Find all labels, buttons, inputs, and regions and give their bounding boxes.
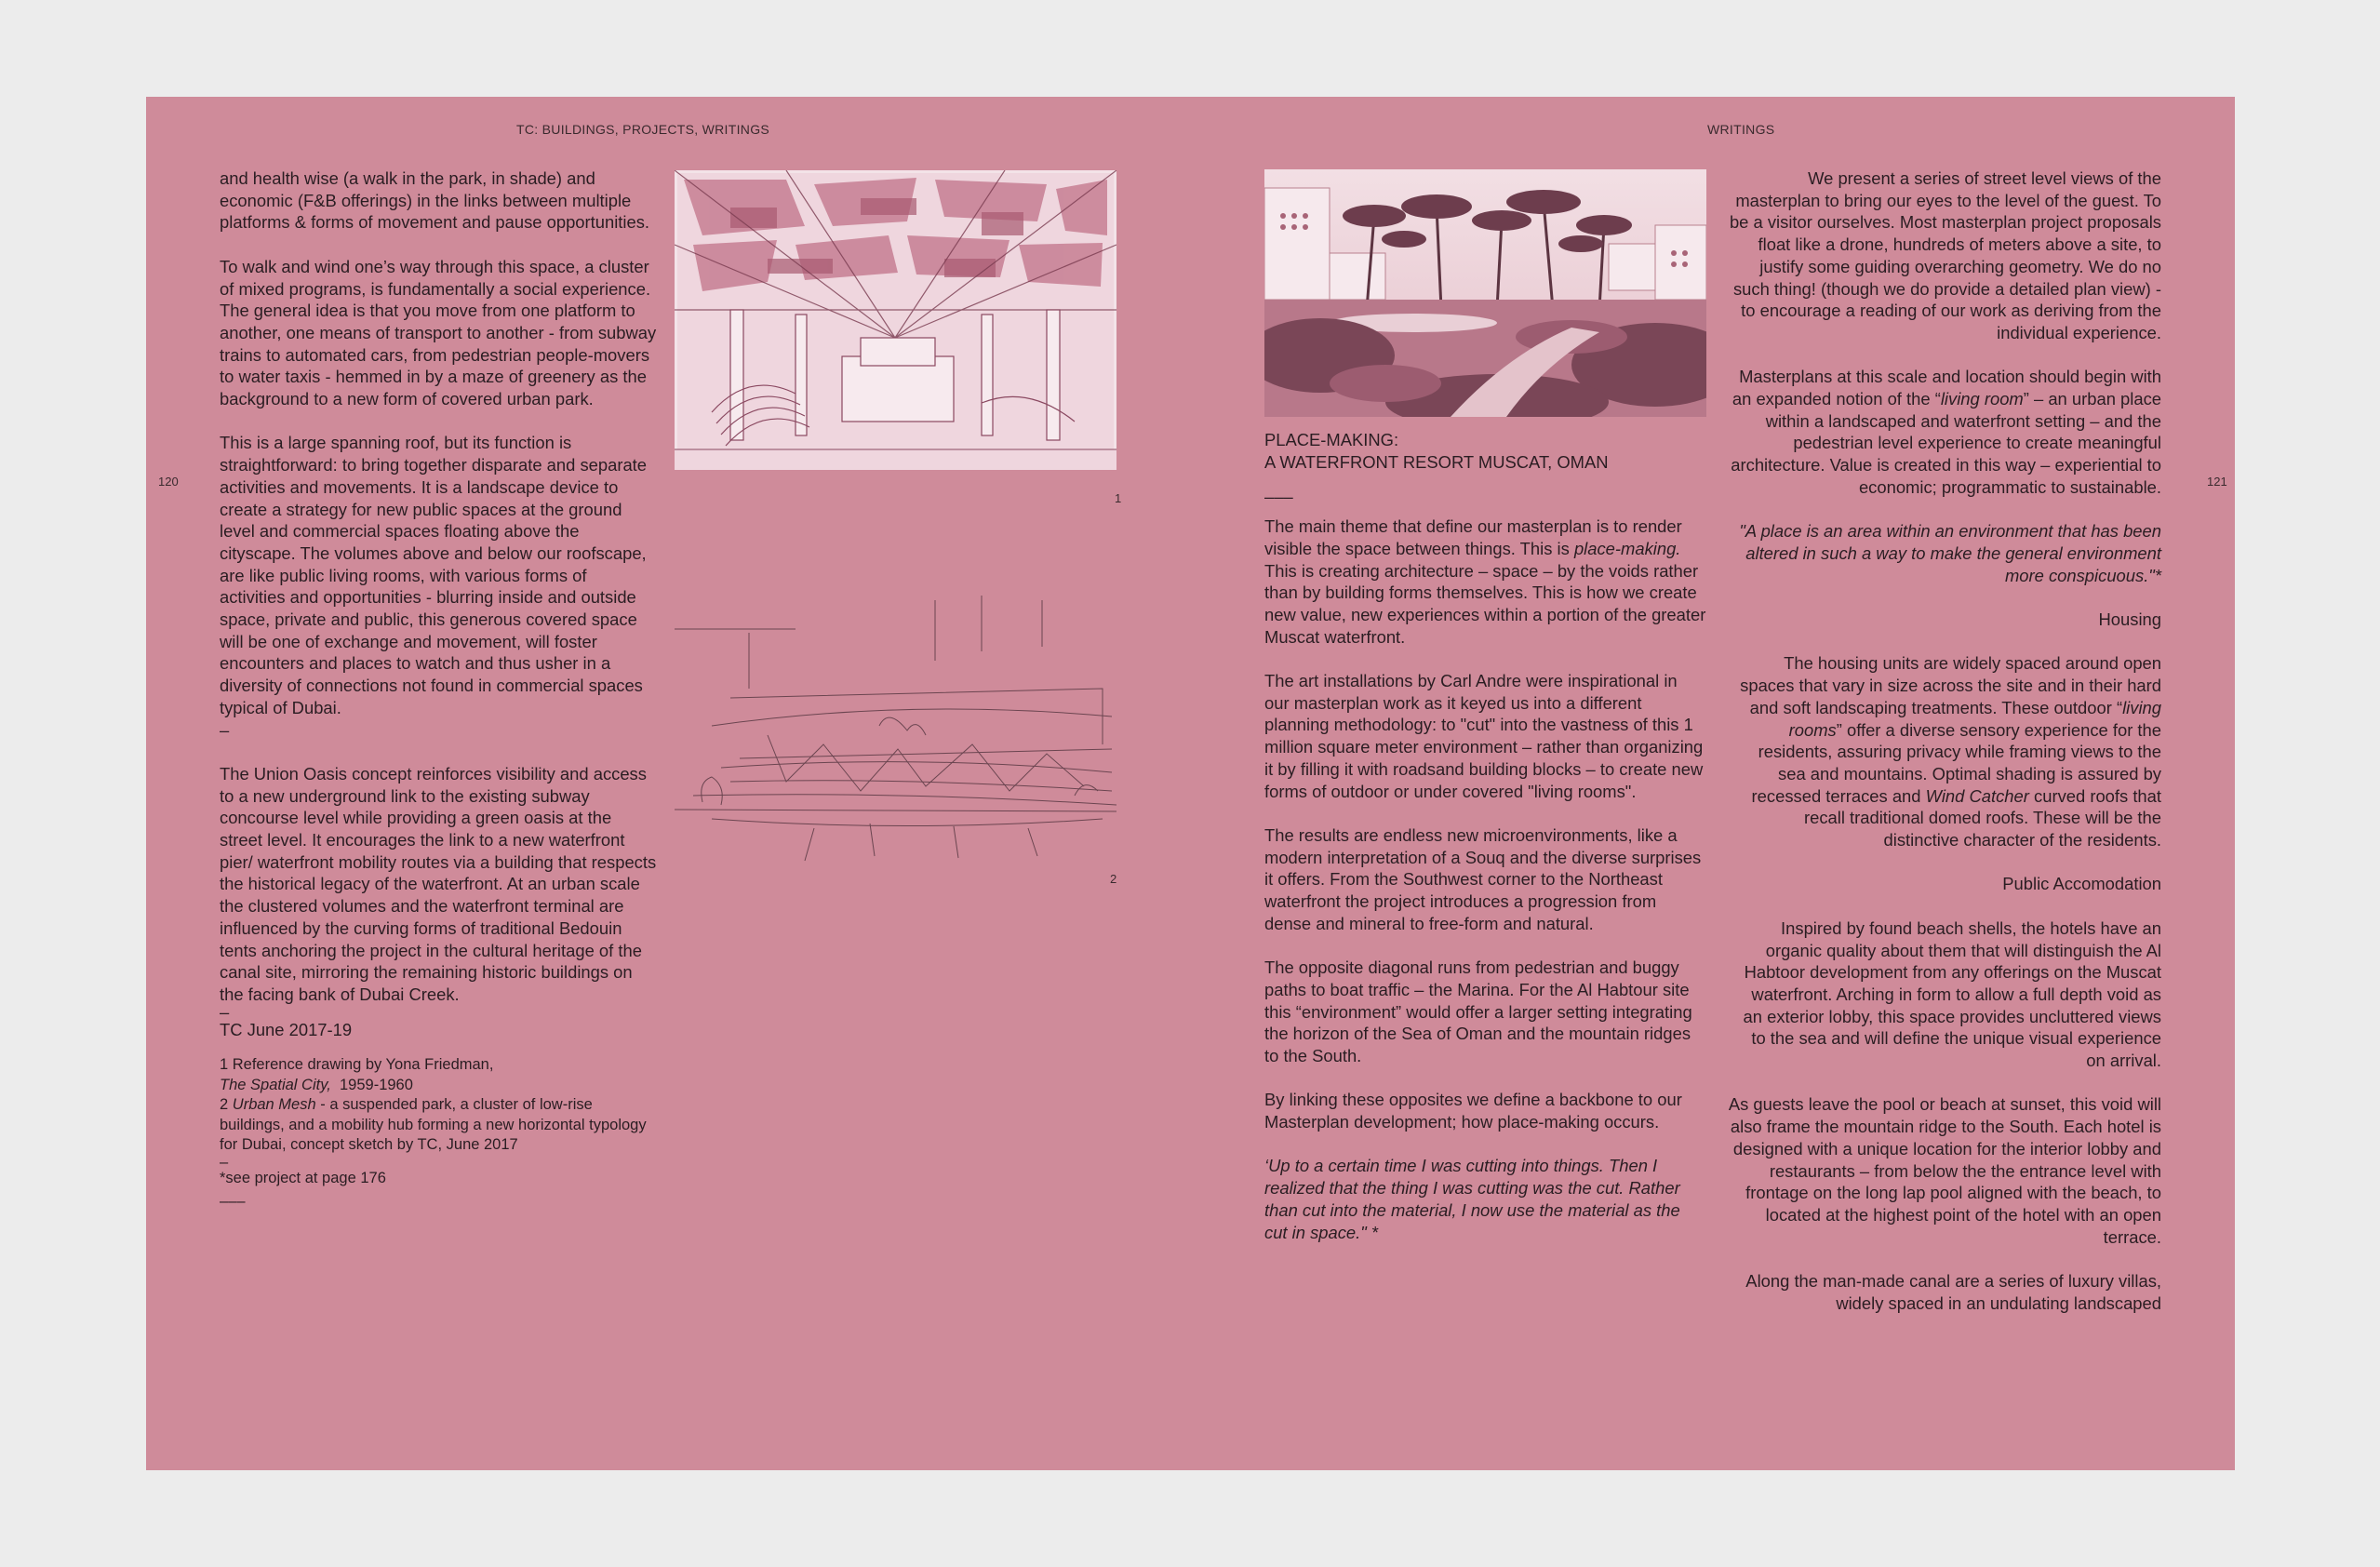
right-paragraph: Masterplans at this scale and location should begin with an expanded notion of the “living room” – an urban place within a landscaped and waterfront setting – and the pedestrian level experience to create meaningful architecture. Value is created in this way – experiential to economic; programmatic to sustainable. [1731,367,2161,497]
footnote-2: 2 Urban Mesh - a suspended park, a cluster of low-rise buildings, and a mobility hub forming a new horizontal typology for Dubai, concept sketch by TC, June 2017 [220,1096,647,1154]
right-paragraph: As guests leave the pool or beach at sunset, this void will also frame the mountain ridge to the South. Each hotel is designed with a unique location for the interior lobby and restaurants – from below the the entrance level with frontage on the long lap pool aligned with the beach, to located at the highest point of the hotel with an open terrace. [1728,1094,2161,1247]
resort-render-photo-icon [1264,169,1706,417]
footnote-1-title: The Spatial City, 1959-1960 [220,1076,413,1093]
left-paragraph: To walk and wind one’s way through this space, a cluster of mixed programs, is fundamentally a social experience. The general idea is that you move from one platform to another, one means of transport to another - from subway trains to automated cars, from pedestrian people-movers to water taxis - hemmed in by a maze of greenery as the background to a new form of covered urban park. [220,256,657,409]
separator-dash: – [220,1001,230,1022]
right-running-head: WRITINGS [1707,122,1775,137]
footnotes [220,1055,657,1212]
center-text-column [1264,429,1706,1266]
figure-2-caption: 2 [1110,872,1117,886]
megastructure-drawing-icon [675,170,1116,470]
center-paragraph: The art installations by Carl Andre were inspirational in our masterplan work as it keyed us into a different planning methodology: to "cut" into the vastness of this 1 million square meter environment – rather than organizing it by filling it with roadsand building blocks – to create new forms of outdoor or under covered "living rooms". [1264,671,1704,801]
article-title-line-1: PLACE-MAKING: [1264,430,1399,449]
right-paragraph: Inspired by found beach shells, the hotels have an organic quality about them that will distinguish the Al Habtoor development from any offerings on the Muscat waterfront. Arching in form to allow a full depth void as an exterior lobby, this space provides uncluttered views to the sea and will define the unique visual experience on arrival. [1743,917,2161,1071]
center-paragraph: The main theme that define our masterplan is to render visible the space between things. This is place-making. This is creating architecture – space – by the voids rather than by building forms themselves. This is how we create new value, new experiences within a portion of the greater Muscat waterfront. [1264,516,1706,647]
article-title [1264,429,1706,473]
left-page-number: 120 [158,475,179,489]
article-title-line-2: A WATERFRONT RESORT MUSCAT, OMAN [1264,451,1609,472]
footnote-1: 1 Reference drawing by Yona Friedman, [220,1056,494,1074]
center-paragraph: The results are endless new microenvironments, like a modern interpretation of a Souq and the diverse surprises it offers. From the Southwest corner to the Northeast waterfront the project introduces a progression from dense and mineral to free-form and natural. [1264,824,1702,933]
left-text-column [220,167,657,1212]
right-page-number: 121 [2207,475,2227,489]
right-quote: "A place is an area within an environment that has been altered in such a way to make the general environment more conspicuous."* [1739,521,2161,585]
right-text-column [1728,167,2161,1336]
separator-dash: – [220,1153,229,1171]
left-paragraph: This is a large spanning roof, but its function is straightforward: to bring together disparate and separate activities and movements. It is a landscape device to create a strategy for new public spaces at the ground level and commercial spaces floating above the cityscape. The volumes above and below our roofscape, are like public living rooms, with various forms of activities and opportunities - blurring inside and outside space, private and public, this generous covered space will be one of exchange and movement, will foster encounters and places to watch and thus usher in a diversity of connections not found in commercial spaces typical of Dubai. [220,433,648,717]
separator-dash: – [220,719,230,740]
left-paragraph: and health wise (a walk in the park, in shade) and economic (F&B offerings) in the links between multiple platforms & forms of movement and pause opportunities. [220,168,650,233]
section-heading-housing: Housing [2098,609,2161,630]
center-paragraph: By linking these opposites we define a backbone to our Masterplan development; how place-making occurs. [1264,1090,1682,1132]
right-paragraph: The housing units are widely spaced around open spaces that vary in size across the site and in their hard and soft landscaping treatments. These outdoor “living rooms” offer a diverse sensory experience for the residents, assuring privacy while framing views to the sea and mountains. Optimal shading is assured by recessed terraces and Wind Catcher curved roofs that recall traditional domed roofs. These will be the distinctive character of the residents. [1740,653,2161,850]
left-running-head: TC: BUILDINGS, PROJECTS, WRITINGS [516,122,770,137]
left-paragraph: The Union Oasis concept reinforces visibility and access to a new underground link to the existing subway concourse level while providing a green oasis at the street level. It encourages the link to a new waterfront pier/ waterfront mobility routes via a building that respects the historical legacy of the waterfront. At an urban scale the clustered volumes and the waterfront terminal are influenced by the curving forms of traditional Bedouin tents anchoring the project in the cultural heritage of the canal site, mirroring the remaining historic buildings on the facing bank of Dubai Creek. [220,763,657,1004]
center-paragraph: The opposite diagonal runs from pedestrian and buggy paths to boat traffic – the Marina. For the Al Habtour site this “environment” would offer a larger setting integrating the horizon of the Sea of Oman and the mountain ridges to the South. [1264,958,1692,1065]
title-separator: ––– [1264,487,1293,507]
right-paragraph: We present a series of street level views of the masterplan to bring our eyes to the level of the guest. To be a visitor ourselves. Most masterplan project proposals float like a drone, hundreds of meters above a site, to justify some guiding overarching geometry. We do no such thing! (though we do provide a detailed plan view) - to encourage a reading of our work as deriving from the individual experience. [1729,168,2161,342]
figure-1-caption: 1 [1115,491,1122,505]
section-heading-public-accomodation: Public Accomodation [2002,874,2161,894]
right-paragraph: Along the man-made canal are a series of luxury villas, widely spaced in an undulating landscaped [1745,1271,2161,1313]
signature: TC June 2017-19 [220,1019,353,1039]
end-mark: ––– [220,1193,246,1211]
book-spread [146,97,2235,1470]
concept-sketch-icon [675,596,1116,862]
center-quote: ‘Up to a certain time I was cutting into things. Then I realized that the thing I was cutting was the cut. Rather than cut into the material, I now use the material as the cut in space." * [1264,1156,1680,1242]
footnote-3: *see project at page 176 [220,1169,386,1186]
